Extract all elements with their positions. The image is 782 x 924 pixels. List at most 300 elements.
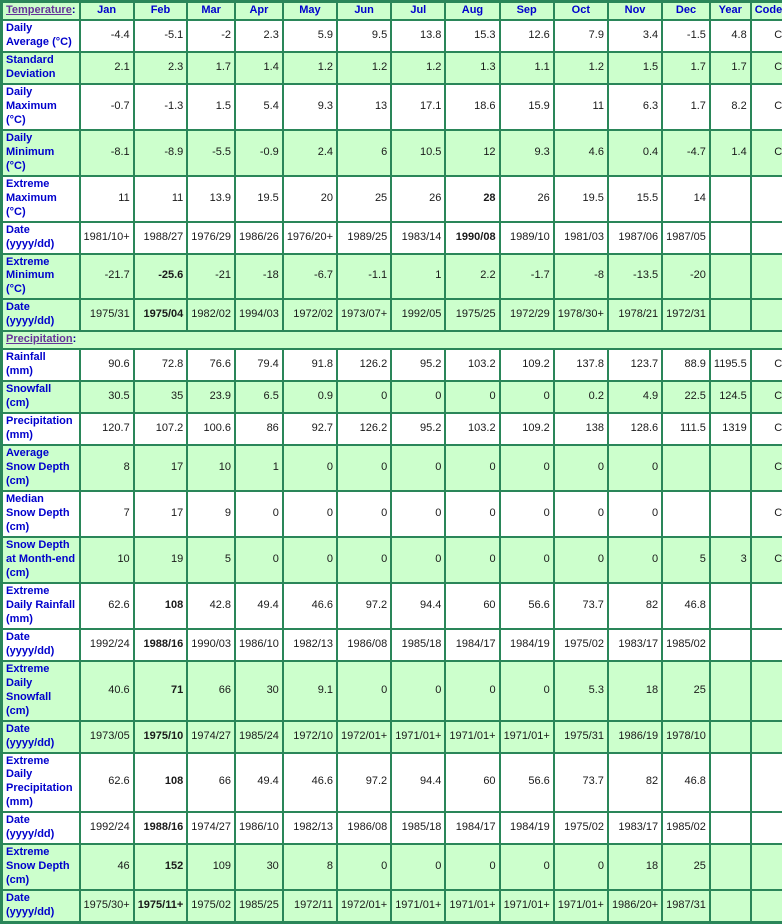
data-cell: 0 xyxy=(608,491,662,537)
data-cell xyxy=(710,812,751,844)
data-cell xyxy=(751,812,782,844)
row-label: Daily Maximum (°C) xyxy=(2,84,80,130)
row-label: Precipitation (mm) xyxy=(2,413,80,445)
table-row xyxy=(2,445,782,491)
data-cell: 1990/08 xyxy=(445,222,499,254)
data-cell: 128.6 xyxy=(608,413,662,445)
data-cell: 0 xyxy=(235,491,283,537)
data-cell: 46.6 xyxy=(283,753,337,813)
row-label: Date (yyyy/dd) xyxy=(2,299,80,331)
data-cell: 1972/29 xyxy=(500,299,554,331)
data-cell: -8.1 xyxy=(80,130,134,176)
data-cell: -2 xyxy=(187,20,235,52)
data-cell: 0 xyxy=(391,381,445,413)
data-cell xyxy=(751,176,782,222)
data-cell: 2.4 xyxy=(283,130,337,176)
data-cell: 0 xyxy=(391,661,445,721)
data-cell: 5.3 xyxy=(554,661,608,721)
data-cell: 3 xyxy=(710,537,751,583)
data-cell: 94.4 xyxy=(391,583,445,629)
data-cell: 6.3 xyxy=(608,84,662,130)
column-header-sep: Sep xyxy=(500,2,554,20)
data-cell: 1988/16 xyxy=(134,812,188,844)
data-cell: -1.3 xyxy=(134,84,188,130)
data-cell: C xyxy=(751,130,782,176)
column-header-year: Year xyxy=(710,2,751,20)
data-cell: 1983/17 xyxy=(608,629,662,661)
data-cell: 30 xyxy=(235,661,283,721)
data-cell xyxy=(710,445,751,491)
data-cell: 1981/03 xyxy=(554,222,608,254)
data-cell: 1972/02 xyxy=(283,299,337,331)
precipitation-colon: : xyxy=(73,333,77,345)
data-cell: 15.9 xyxy=(500,84,554,130)
data-cell: 1975/25 xyxy=(445,299,499,331)
data-cell: 1972/31 xyxy=(662,299,710,331)
data-cell: 0 xyxy=(500,661,554,721)
data-cell: 0 xyxy=(554,844,608,890)
data-cell: 108 xyxy=(134,753,188,813)
data-cell: -25.6 xyxy=(134,254,188,300)
data-cell: 92.7 xyxy=(283,413,337,445)
data-cell: 1984/17 xyxy=(445,812,499,844)
temperature-colon: : xyxy=(72,4,76,16)
data-cell: 1975/02 xyxy=(554,812,608,844)
data-cell: 1.5 xyxy=(608,52,662,84)
table-row xyxy=(2,629,782,661)
data-cell: 0 xyxy=(337,661,391,721)
table-row xyxy=(2,84,782,130)
data-cell xyxy=(751,753,782,813)
data-cell: 97.2 xyxy=(337,583,391,629)
data-cell: 1992/05 xyxy=(391,299,445,331)
data-cell: 1972/01+ xyxy=(337,721,391,753)
temperature-link[interactable]: Temperature xyxy=(6,4,72,16)
data-cell: 0 xyxy=(500,537,554,583)
data-cell: 2.3 xyxy=(134,52,188,84)
data-cell: 1982/13 xyxy=(283,629,337,661)
data-cell: 1974/27 xyxy=(187,721,235,753)
data-cell xyxy=(710,721,751,753)
data-cell: 1.1 xyxy=(500,52,554,84)
data-cell: 8 xyxy=(80,445,134,491)
data-cell: 2.2 xyxy=(445,254,499,300)
data-cell xyxy=(751,254,782,300)
data-cell: 0 xyxy=(445,661,499,721)
data-cell xyxy=(751,222,782,254)
data-cell: 1.7 xyxy=(662,52,710,84)
data-cell xyxy=(710,844,751,890)
table-row xyxy=(2,381,782,413)
data-cell: 1971/01+ xyxy=(445,890,499,922)
data-cell: 1978/30+ xyxy=(554,299,608,331)
data-cell: 94.4 xyxy=(391,753,445,813)
data-cell: 1 xyxy=(391,254,445,300)
data-cell: 35 xyxy=(134,381,188,413)
data-cell: 123.7 xyxy=(608,349,662,381)
row-label: Extreme Snow Depth (cm) xyxy=(2,844,80,890)
data-cell: 60 xyxy=(445,753,499,813)
data-cell: 1971/01+ xyxy=(391,890,445,922)
data-cell: 40.6 xyxy=(80,661,134,721)
data-cell: 1992/24 xyxy=(80,629,134,661)
data-cell: 1.7 xyxy=(710,52,751,84)
data-cell: 82 xyxy=(608,753,662,813)
data-cell: 1195.5 xyxy=(710,349,751,381)
data-cell: 8 xyxy=(283,844,337,890)
data-cell: 1975/11+ xyxy=(134,890,188,922)
data-cell: -1.5 xyxy=(662,20,710,52)
row-label: Snowfall (cm) xyxy=(2,381,80,413)
data-cell: 108 xyxy=(134,583,188,629)
data-cell: 0 xyxy=(337,537,391,583)
column-header-jul: Jul xyxy=(391,2,445,20)
column-header-nov: Nov xyxy=(608,2,662,20)
data-cell: -1.7 xyxy=(500,254,554,300)
data-cell xyxy=(710,491,751,537)
data-cell: 15.3 xyxy=(445,20,499,52)
data-cell: 66 xyxy=(187,661,235,721)
data-cell: 1985/24 xyxy=(235,721,283,753)
data-cell: 95.2 xyxy=(391,349,445,381)
data-cell: 1 xyxy=(235,445,283,491)
data-cell: 124.5 xyxy=(710,381,751,413)
data-cell: 13 xyxy=(337,84,391,130)
data-cell: 19 xyxy=(134,537,188,583)
precipitation-section-header xyxy=(2,331,782,349)
data-cell: 1971/01+ xyxy=(445,721,499,753)
data-cell: 0.2 xyxy=(554,381,608,413)
row-label: Date (yyyy/dd) xyxy=(2,222,80,254)
data-cell: 1319 xyxy=(710,413,751,445)
data-cell: 95.2 xyxy=(391,413,445,445)
data-cell: 0 xyxy=(608,537,662,583)
data-cell: 1984/19 xyxy=(500,812,554,844)
data-cell: -6.7 xyxy=(283,254,337,300)
data-cell xyxy=(710,176,751,222)
data-cell: -18 xyxy=(235,254,283,300)
data-cell: 5.9 xyxy=(283,20,337,52)
data-cell: 7.9 xyxy=(554,20,608,52)
data-cell: 42.8 xyxy=(187,583,235,629)
data-cell: 0 xyxy=(391,537,445,583)
data-cell: 1975/04 xyxy=(134,299,188,331)
data-cell: 46 xyxy=(80,844,134,890)
table-row xyxy=(2,753,782,813)
data-cell: 23.9 xyxy=(187,381,235,413)
data-cell: 9 xyxy=(187,491,235,537)
data-cell: 138 xyxy=(554,413,608,445)
data-cell: 22.5 xyxy=(662,381,710,413)
data-cell: 1.2 xyxy=(391,52,445,84)
data-cell: 1.7 xyxy=(662,84,710,130)
table-row xyxy=(2,844,782,890)
data-cell: 66 xyxy=(187,753,235,813)
data-cell: 1987/31 xyxy=(662,890,710,922)
data-cell: 0 xyxy=(445,445,499,491)
data-cell xyxy=(751,299,782,331)
data-cell: 1.2 xyxy=(283,52,337,84)
data-cell: 0.9 xyxy=(283,381,337,413)
data-cell: 71 xyxy=(134,661,188,721)
data-cell: 17 xyxy=(134,445,188,491)
data-cell: 79.4 xyxy=(235,349,283,381)
data-cell: 109.2 xyxy=(500,349,554,381)
data-cell: -0.7 xyxy=(80,84,134,130)
data-cell: 11 xyxy=(80,176,134,222)
data-cell: 17 xyxy=(134,491,188,537)
data-cell: 109.2 xyxy=(500,413,554,445)
data-cell: 0 xyxy=(500,844,554,890)
data-cell: 2.3 xyxy=(235,20,283,52)
data-cell: 1987/06 xyxy=(608,222,662,254)
data-cell: -5.1 xyxy=(134,20,188,52)
data-cell xyxy=(751,661,782,721)
data-cell: 7 xyxy=(80,491,134,537)
data-cell: C xyxy=(751,537,782,583)
data-cell: 1987/05 xyxy=(662,222,710,254)
data-cell: 120.7 xyxy=(80,413,134,445)
data-cell xyxy=(662,491,710,537)
data-cell: C xyxy=(751,445,782,491)
data-cell: 12.6 xyxy=(500,20,554,52)
data-cell: 1990/03 xyxy=(187,629,235,661)
data-cell: 0 xyxy=(391,445,445,491)
table-row xyxy=(2,413,782,445)
data-cell: 0 xyxy=(445,491,499,537)
data-cell xyxy=(751,721,782,753)
data-cell: 137.8 xyxy=(554,349,608,381)
data-cell: 1972/01+ xyxy=(337,890,391,922)
data-cell: 1982/02 xyxy=(187,299,235,331)
data-cell: 88.9 xyxy=(662,349,710,381)
row-label: Extreme Minimum (°C) xyxy=(2,254,80,300)
data-cell: 17.1 xyxy=(391,84,445,130)
data-cell: 1984/17 xyxy=(445,629,499,661)
column-header-apr: Apr xyxy=(235,2,283,20)
data-cell: 1.2 xyxy=(337,52,391,84)
data-cell: 1986/26 xyxy=(235,222,283,254)
row-label: Date (yyyy/dd) xyxy=(2,721,80,753)
precipitation-link[interactable]: Precipitation xyxy=(6,333,73,345)
data-cell: 0 xyxy=(283,491,337,537)
data-cell: 152 xyxy=(134,844,188,890)
row-label: Extreme Daily Snowfall (cm) xyxy=(2,661,80,721)
table-row xyxy=(2,812,782,844)
data-cell: 1975/30+ xyxy=(80,890,134,922)
data-cell: 1.4 xyxy=(235,52,283,84)
data-cell: 0 xyxy=(445,537,499,583)
data-cell xyxy=(710,299,751,331)
row-label: Date (yyyy/dd) xyxy=(2,890,80,922)
data-cell: C xyxy=(751,413,782,445)
data-cell xyxy=(710,890,751,922)
data-cell: 5 xyxy=(662,537,710,583)
data-cell: 1984/19 xyxy=(500,629,554,661)
data-cell xyxy=(710,753,751,813)
row-label: Extreme Daily Precipitation (mm) xyxy=(2,753,80,813)
data-cell: 0 xyxy=(500,491,554,537)
data-cell xyxy=(751,583,782,629)
data-cell: -21 xyxy=(187,254,235,300)
data-cell: 73.7 xyxy=(554,583,608,629)
data-cell: 26 xyxy=(500,176,554,222)
data-cell: 49.4 xyxy=(235,583,283,629)
row-label: Daily Average (°C) xyxy=(2,20,80,52)
data-cell: 1.7 xyxy=(187,52,235,84)
data-cell: 62.6 xyxy=(80,583,134,629)
data-cell: 0 xyxy=(608,445,662,491)
data-cell: 10 xyxy=(187,445,235,491)
table-row xyxy=(2,721,782,753)
data-cell: 1986/20+ xyxy=(608,890,662,922)
data-cell: 111.5 xyxy=(662,413,710,445)
row-label: Snow Depth at Month-end (cm) xyxy=(2,537,80,583)
data-cell: 1994/03 xyxy=(235,299,283,331)
data-cell: 1.3 xyxy=(445,52,499,84)
data-cell: 126.2 xyxy=(337,413,391,445)
temperature-section-header xyxy=(2,2,80,20)
data-cell: 9.3 xyxy=(500,130,554,176)
data-cell: -21.7 xyxy=(80,254,134,300)
data-cell: 73.7 xyxy=(554,753,608,813)
row-label: Average Snow Depth (cm) xyxy=(2,445,80,491)
data-cell: 0.4 xyxy=(608,130,662,176)
row-label: Date (yyyy/dd) xyxy=(2,812,80,844)
data-cell: 20 xyxy=(283,176,337,222)
data-cell: 1971/01+ xyxy=(500,721,554,753)
data-cell: 1975/31 xyxy=(80,299,134,331)
data-cell: 1985/25 xyxy=(235,890,283,922)
data-cell: 1985/02 xyxy=(662,812,710,844)
data-cell: 86 xyxy=(235,413,283,445)
table-row xyxy=(2,299,782,331)
data-cell: 1986/08 xyxy=(337,812,391,844)
data-cell: 25 xyxy=(337,176,391,222)
column-header-feb: Feb xyxy=(134,2,188,20)
data-cell: 46.8 xyxy=(662,583,710,629)
data-cell: C xyxy=(751,349,782,381)
data-cell: 1971/01+ xyxy=(554,890,608,922)
data-cell xyxy=(710,254,751,300)
data-cell xyxy=(710,222,751,254)
data-cell: 11 xyxy=(134,176,188,222)
data-cell: 9.1 xyxy=(283,661,337,721)
data-cell: 0 xyxy=(391,844,445,890)
data-cell: 1986/10 xyxy=(235,812,283,844)
row-label: Extreme Maximum (°C) xyxy=(2,176,80,222)
data-cell xyxy=(710,583,751,629)
row-label: Median Snow Depth (cm) xyxy=(2,491,80,537)
data-cell: 0 xyxy=(554,445,608,491)
data-cell: 4.8 xyxy=(710,20,751,52)
data-cell: 1975/31 xyxy=(554,721,608,753)
table-row xyxy=(2,130,782,176)
data-cell: 0 xyxy=(283,445,337,491)
data-cell: 25 xyxy=(662,844,710,890)
data-cell: 11 xyxy=(554,84,608,130)
data-cell: 1976/29 xyxy=(187,222,235,254)
data-cell: 1974/27 xyxy=(187,812,235,844)
data-cell: 90.6 xyxy=(80,349,134,381)
table-row xyxy=(2,254,782,300)
data-cell: -0.9 xyxy=(235,130,283,176)
data-cell: 0 xyxy=(337,844,391,890)
data-cell: 1988/27 xyxy=(134,222,188,254)
data-cell: 0 xyxy=(391,491,445,537)
data-cell: 9.5 xyxy=(337,20,391,52)
table-row xyxy=(2,537,782,583)
data-cell: 60 xyxy=(445,583,499,629)
data-cell: 6.5 xyxy=(235,381,283,413)
data-cell: 0 xyxy=(235,537,283,583)
precipitation-section-row xyxy=(2,331,782,349)
data-cell: 97.2 xyxy=(337,753,391,813)
data-cell: 46.8 xyxy=(662,753,710,813)
data-cell: 28 xyxy=(445,176,499,222)
data-cell: 56.6 xyxy=(500,753,554,813)
data-cell: 0 xyxy=(554,491,608,537)
data-cell: 0 xyxy=(500,445,554,491)
data-cell: C xyxy=(751,491,782,537)
data-cell: 0 xyxy=(337,445,391,491)
header-row xyxy=(2,2,782,20)
data-cell: 12 xyxy=(445,130,499,176)
data-cell: 1971/01+ xyxy=(500,890,554,922)
data-cell: -8 xyxy=(554,254,608,300)
data-cell xyxy=(710,629,751,661)
data-cell: 1985/18 xyxy=(391,629,445,661)
data-cell: 1983/17 xyxy=(608,812,662,844)
data-cell: 1986/10 xyxy=(235,629,283,661)
data-cell: -8.9 xyxy=(134,130,188,176)
data-cell: 1989/25 xyxy=(337,222,391,254)
data-cell: 5 xyxy=(187,537,235,583)
data-cell: 1982/13 xyxy=(283,812,337,844)
data-cell: 1986/08 xyxy=(337,629,391,661)
data-cell xyxy=(710,661,751,721)
column-header-aug: Aug xyxy=(445,2,499,20)
data-cell: -4.7 xyxy=(662,130,710,176)
data-cell: C xyxy=(751,20,782,52)
data-cell: 8.2 xyxy=(710,84,751,130)
data-cell: 1978/10 xyxy=(662,721,710,753)
table-row xyxy=(2,20,782,52)
data-cell: 18.6 xyxy=(445,84,499,130)
data-cell: 1.5 xyxy=(187,84,235,130)
column-header-dec: Dec xyxy=(662,2,710,20)
data-cell: 0 xyxy=(337,381,391,413)
data-cell: 1975/02 xyxy=(187,890,235,922)
data-cell: 1992/24 xyxy=(80,812,134,844)
data-cell: 5.4 xyxy=(235,84,283,130)
data-cell: 1971/01+ xyxy=(391,721,445,753)
table-row xyxy=(2,661,782,721)
data-cell: 126.2 xyxy=(337,349,391,381)
data-cell: 1976/20+ xyxy=(283,222,337,254)
data-cell: 10.5 xyxy=(391,130,445,176)
data-cell: 1989/10 xyxy=(500,222,554,254)
data-cell: 14 xyxy=(662,176,710,222)
data-cell: C xyxy=(751,84,782,130)
data-cell xyxy=(751,890,782,922)
data-cell: 0 xyxy=(445,381,499,413)
data-cell: 18 xyxy=(608,844,662,890)
data-cell: 1981/10+ xyxy=(80,222,134,254)
table-row xyxy=(2,176,782,222)
data-cell: 10 xyxy=(80,537,134,583)
data-cell: -5.5 xyxy=(187,130,235,176)
